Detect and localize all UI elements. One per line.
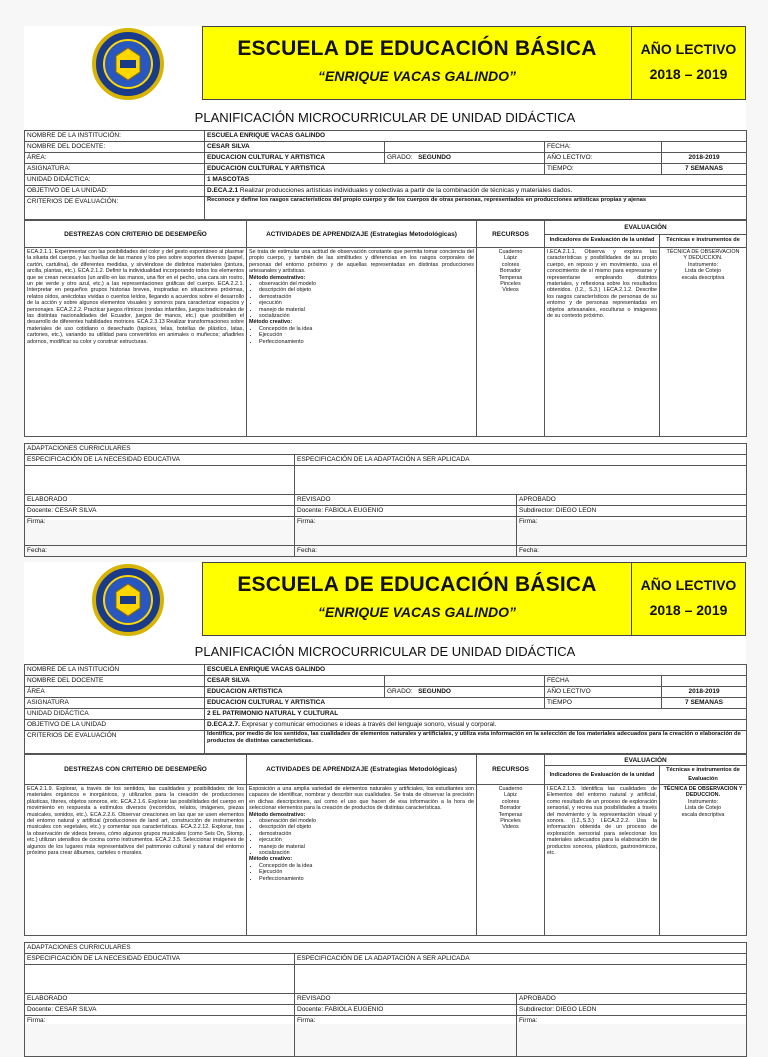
tecnica-line: Lista de Cotejo xyxy=(685,268,721,275)
metodo-item: • demostración xyxy=(259,294,474,300)
metodo-demostrativo-list xyxy=(249,281,474,319)
recurso-item: Pinceles xyxy=(500,281,521,288)
metodo-item: • ejecución xyxy=(259,300,474,306)
area-value: EDUCACION CULTURAL Y ARTISTICA xyxy=(205,153,385,164)
recursos-header: RECURSOS xyxy=(477,221,545,248)
metodo-creativo-label: Método creativo: xyxy=(249,319,293,326)
metodo-demostrativo-label: Método demostrativo: xyxy=(249,811,306,818)
planning-page-1 xyxy=(24,26,746,554)
tecnica-line: Instrumento: xyxy=(688,798,718,805)
indicadores-cell: I.ECA.2.1.3. Identifica las cualidades de Elementos del entorno natural y artificial, como resultado de un proceso de exploración sensorial, y recrea sus posibilidades a través del movimiento y la representación visual y sonora. (I.2.,S.3.) I.ECA.2.2.2. Usa la información obtenida de un proceso de exploración sensorial para seleccionar los materiales adecuados para la elaboración de productos sonoros, plásticos, gastronómicos, etc. xyxy=(545,785,660,936)
tecnicas-cell xyxy=(660,785,747,936)
actividades-text: Exposición a una amplia variedad de elementos naturales y artificiales, los estudiantes son capaces de identificar, nombrar y describir sus cualidades. Se trata de observar la precisión en dichas descripciones, así como el uso que hacen de esa información a la hora de seleccionar elementos para la creación de productos de distintas características. xyxy=(249,786,474,812)
inst-label: NOMBRE DE LA INSTITUCIÓN: xyxy=(25,131,205,142)
adaptacion-aplicada-value xyxy=(295,466,747,495)
metodo-demostrativo-list xyxy=(249,818,474,856)
elaborado-firma: Firma: xyxy=(25,1016,295,1057)
recurso-item: Videos xyxy=(502,287,519,294)
planning-page-2 xyxy=(24,562,746,1024)
adaptaciones-table xyxy=(24,942,747,1057)
revisado-docente: Docente: FABIOLA EUGENIO xyxy=(295,506,517,517)
inst-value: ESCUELA ENRIQUE VACAS GALINDO xyxy=(205,665,747,676)
asignatura-label: ASIGNATURA xyxy=(25,698,205,709)
inst-value: ESCUELA ENRIQUE VACAS GALINDO xyxy=(205,131,747,142)
grado-cell xyxy=(385,153,545,164)
metodo-item: • Ejecución xyxy=(259,869,474,875)
asignatura-value: EDUCACION CULTURAL Y ARTISTICA xyxy=(205,698,545,709)
adaptacion-aplicada-value xyxy=(295,965,747,994)
unidad-label: UNIDAD DIDÁCTICA xyxy=(25,709,205,720)
destrezas-header: DESTREZAS CON CRITERIO DE DESEMPEÑO xyxy=(25,221,247,248)
tecnicas-header: Técnicas e instrumentos de Evaluación xyxy=(660,766,747,785)
aprobado-subdirector: Subdirector: DIEGO LEON xyxy=(517,506,747,517)
elaborado-docente: Docente: CESAR SILVA xyxy=(25,506,295,517)
recurso-item: Borrador xyxy=(500,268,521,275)
unidad-value: 1 MASCOTAS xyxy=(205,175,747,186)
recurso-item: colores xyxy=(501,261,520,268)
asignatura-label: ASIGNATURA: xyxy=(25,164,205,175)
tiempo-value: 7 SEMANAS xyxy=(662,164,747,175)
plan-title: PLANIFICACIÓN MICROCURRICULAR DE UNIDAD DIDÁCTICA xyxy=(194,644,576,659)
actividades-text: Se trata de estimular una actitud de observación constante que permita tomar conciencia del propio cuerpo, y también de las similitudes y diferencias en los rasgos corporales de personas del entorno próximo y de aquellas representadas en distintas producciones artesanales y artísticas. xyxy=(249,249,474,275)
aprobado-label: APROBADO xyxy=(517,994,747,1005)
tecnicas-cell xyxy=(660,248,747,437)
school-title: ESCUELA DE EDUCACIÓN BÁSICA xyxy=(237,37,597,60)
unidad-value: 2 EL PATRIMONIO NATURAL Y CULTURAL xyxy=(205,709,747,720)
elaborado-docente: Docente: CESAR SILVA xyxy=(25,1005,295,1016)
metodo-item: • manejo de material xyxy=(259,844,474,850)
empty-cell xyxy=(385,142,545,153)
tecnica-line: TÉCNICA DE OBSERVACION Y xyxy=(663,786,743,792)
recurso-item: Lápiz xyxy=(504,792,517,799)
metodo-item: • Concepción de la idea xyxy=(259,863,474,869)
criterios-value: Reconoce y define los rasgos característicos del propio cuerpo y de los cuerpos de otras personas, representados en producciones artísticas propias y ajenas xyxy=(205,197,747,220)
docente-value: CESAR SILVA xyxy=(205,676,385,687)
necesidad-educativa-label: ESPECIFICACIÓN DE LA NECESIDAD EDUCATIVA xyxy=(25,455,295,466)
school-title: ESCUELA DE EDUCACIÓN BÁSICA xyxy=(237,573,597,596)
year-value: 2018 – 2019 xyxy=(649,602,728,618)
elaborado-label: ELABORADO xyxy=(25,495,295,506)
criterios-label: CRITERIOS DE EVALUACIÓN: xyxy=(25,197,205,220)
revisado-label: REVISADO xyxy=(295,994,517,1005)
asignatura-value: EDUCACION CULTURAL Y ARTISTICA xyxy=(205,164,545,175)
tecnica-line: escala descriptiva xyxy=(681,274,725,281)
recursos-header: RECURSOS xyxy=(477,755,545,785)
aprobado-firma: Firma: xyxy=(517,517,747,546)
area-value: EDUCACION ARTISTICA xyxy=(205,687,385,698)
metodo-demostrativo-label: Método demostrativo: xyxy=(249,274,306,281)
metodo-item: • manejo de material xyxy=(259,307,474,313)
info-table xyxy=(24,664,747,754)
elaborado-label: ELABORADO xyxy=(25,994,295,1005)
content-table xyxy=(24,220,747,437)
grado-value: SEGUNDO xyxy=(418,154,451,161)
docente-value: CESAR SILVA xyxy=(205,142,385,153)
school-title-box xyxy=(202,562,632,636)
metodo-item: • socialización xyxy=(259,313,474,319)
docente-label: NOMBRE DEL DOCENTE xyxy=(25,676,205,687)
necesidad-educativa-value xyxy=(25,965,295,994)
metodo-creativo-list xyxy=(249,863,474,882)
content-table xyxy=(24,754,747,936)
recurso-item: Temperas xyxy=(498,274,523,281)
school-name: “ENRIQUE VACAS GALINDO” xyxy=(317,68,517,84)
elaborado-fecha: Fecha: xyxy=(25,546,295,557)
adaptacion-aplicada-label: ESPECIFICACIÓN DE LA ADAPTACIÓN A SER APLICADA xyxy=(295,455,747,466)
metodo-item: • descripción del objeto xyxy=(259,287,474,293)
tecnica-line: Instrumento: xyxy=(688,261,718,268)
school-crest-logo xyxy=(90,562,166,638)
recurso-item: Temperas xyxy=(498,811,523,818)
plan-title: PLANIFICACIÓN MICROCURRICULAR DE UNIDAD DIDÁCTICA xyxy=(194,110,576,125)
tecnica-line: Y DEDUCCION. xyxy=(683,255,723,262)
objetivo-value xyxy=(205,186,747,197)
objetivo-label: OBJETIVO DE LA UNIDAD xyxy=(25,720,205,731)
metodo-item: • descripción del objeto xyxy=(259,824,474,830)
objetivo-code: D.ECA.2.7. xyxy=(207,721,240,728)
adaptaciones-title: ADAPTACIONES CURRICULARES xyxy=(25,444,747,455)
docente-label: NOMBRE DEL DOCENTE: xyxy=(25,142,205,153)
objetivo-text: Realizar producciones artísticas individuales y colectivas a partir de la combinación de técnicas y materiales dados. xyxy=(239,187,573,194)
anio-label: AÑO LECTIVO: xyxy=(545,153,662,164)
tiempo-label: TIEMPO xyxy=(545,698,662,709)
indicadores-header: Indicadores de Evaluación de la unidad xyxy=(545,234,660,248)
revisado-docente: Docente: FABIOLA EUGENIO xyxy=(295,1005,517,1016)
header-banner xyxy=(24,26,746,106)
school-name: “ENRIQUE VACAS GALINDO” xyxy=(317,604,517,620)
tecnica-line: escala descriptiva xyxy=(681,811,725,818)
revisado-firma: Firma: xyxy=(295,1016,517,1057)
recurso-item: Lápiz xyxy=(504,255,517,262)
criterios-label: CRITERIOS DE EVALUACIÓN xyxy=(25,731,205,754)
objetivo-label: OBJETIVO DE LA UNIDAD: xyxy=(25,186,205,197)
metodo-creativo-label: Método creativo: xyxy=(249,856,293,863)
tecnica-line: Lista de Cotejo xyxy=(685,805,721,812)
metodo-creativo-list xyxy=(249,326,474,345)
anio-value: 2018-2019 xyxy=(662,153,747,164)
actividades-cell xyxy=(247,785,477,936)
tiempo-value: 7 SEMANAS xyxy=(662,698,747,709)
anio-label: AÑO LECTIVO xyxy=(545,687,662,698)
metodo-item: • Ejecución xyxy=(259,332,474,338)
recursos-cell xyxy=(477,248,545,437)
unidad-label: UNIDAD DIDÁCTICA: xyxy=(25,175,205,186)
aprobado-subdirector: Subdirector: DIEGO LEON xyxy=(517,1005,747,1016)
metodo-item: • Perfeccionamiento xyxy=(259,339,474,345)
school-year-box xyxy=(632,26,746,100)
destrezas-header: DESTREZAS CON CRITERIO DE DESEMPEÑO xyxy=(25,755,247,785)
header-banner xyxy=(24,562,746,640)
actividades-cell xyxy=(247,248,477,437)
area-label: ÁREA: xyxy=(25,153,205,164)
fecha-value xyxy=(662,142,747,153)
grado-label: GRADO: xyxy=(387,154,413,161)
metodo-item: • observación del modelo xyxy=(259,818,474,824)
aprobado-fecha: Fecha: xyxy=(517,546,747,557)
recurso-item: Cuaderno xyxy=(498,786,523,792)
school-title-box xyxy=(202,26,632,100)
indicadores-header: Indicadores de Evaluación de la unidad xyxy=(545,766,660,785)
year-label: AÑO LECTIVO xyxy=(640,577,737,593)
metodo-item: • socialización xyxy=(259,850,474,856)
criterios-value: Identifica, por medio de los sentidos, las cualidades de elementos naturales y artificiales, y utiliza esta información en la selección de los materiales adecuados para la creación o elaboración de productos de distintas características. xyxy=(205,731,747,754)
tecnica-line: TÉCNICA DE OBSERVACION xyxy=(666,249,740,255)
elaborado-firma: Firma: xyxy=(25,517,295,546)
tecnica-line: DEDUCCION. xyxy=(685,792,721,799)
revisado-label: REVISADO xyxy=(295,495,517,506)
fecha-label: FECHA xyxy=(545,676,662,687)
metodo-item: • Perfeccionamiento xyxy=(259,876,474,882)
adaptaciones-table xyxy=(24,443,747,557)
destrezas-cell: ECA.2.1.1. Experimentar con las posibilidades del color y del gesto espontáneo al plasmar la silueta del cuerpo, y las huellas de las manos y los pies sobre soportes diversos (papel, cartón, cartulina), de diferentes medidas, y sirviéndose de distintos materiales (pintura, arcilla, plantas, etc.). ECA.2.1.2. Definir la individualidad incorporando todos los elementos que se crean necesarios (un anillo en las manos, una flor en el pecho, una cara sin rostro, un pie verde y otro azul, etc.) a las representaciones gráficas del cuerpo. ECA.2.2.1. Interpretar en pequeños grupos historias breves, inspiradas en situaciones próximas, relatos oídos, anécdotas vividas o cuentos leídos, llegando a acuerdos sobre el desarrollo de la acción y sobre algunos elementos visuales y sonoros para caracterizar espacios y personajes. ECA.2.2.2. Practicar juegos rítmicos (rondas infantiles, juegos tradicionales de las distintas nacionalidades del Ecuador, juegos de manos, etc.) que posibiliten el desarrollo de diferentes habilidades motrices. ECA.2.3.13 Realizar transformaciones sobre materiales de uso cotidiano o desechado (tapices, telas, botellas de plástico, latas, cartones, etc.), variando su utilidad para convertirlos en animales o muñecos; añadirles adornos, modificar su color y construir estructuras. xyxy=(25,248,247,437)
necesidad-educativa-label: ESPECIFICACIÓN DE LA NECESIDAD EDUCATIVA xyxy=(25,954,295,965)
grado-label: GRADO: xyxy=(387,688,413,695)
year-value: 2018 – 2019 xyxy=(649,66,728,82)
tecnicas-header: Técnicas e instrumentos de xyxy=(660,234,747,248)
inst-label: NOMBRE DE LA INSTITUCIÓN xyxy=(25,665,205,676)
metodo-item: • Concepción de la idea xyxy=(259,326,474,332)
objetivo-value xyxy=(205,720,747,731)
recurso-item: Cuaderno xyxy=(498,249,523,255)
metodo-item: • ejecución xyxy=(259,837,474,843)
actividades-header: ACTIVIDADES DE APRENDIZAJE (Estrategias Metodológicas) xyxy=(247,755,477,785)
evaluacion-header: EVALUACIÓN xyxy=(545,221,747,235)
revisado-firma: Firma: xyxy=(295,517,517,546)
recurso-item: colores xyxy=(501,798,520,805)
metodo-item: • demostración xyxy=(259,831,474,837)
area-label: ÁREA xyxy=(25,687,205,698)
destrezas-cell: ECA.2.1.9. Explorar, a través de los sentidos, las cualidades y posibilidades de los materiales orgánicos e inorgánicos, y utilizarlos para la creación de producciones plásticas, títeres, objetos sonoros, etc. ECA.2.1.6. Explorar las posibilidades del cuerpo en movimiento en respuesta a estímulos diversos (recorridos, relatos, imágenes, piezas musicales, sonidos, etc.). ECA.2.2.6. Observar creaciones en las que se usen elementos del entorno natural y artificial (producciones de land art, construcción de instrumentos musicales con vegetales, etc.) y comentar sus características. ECA.2.2.12. Explorar, tras la observación de videos breves, cómo algunos grupos musicales (como Seis On, Stomp, etc.) utilizan utensilios de cocina como instrumentos. ECA.2.3.5. Seleccionar imágenes de algunos de los lugares más representativos del patrimonio cultural y natural del entorno próximo para crear álbumes, carteles o murales. xyxy=(25,785,247,936)
metodo-item: • observación del modelo xyxy=(259,281,474,287)
grado-cell xyxy=(385,687,545,698)
recursos-cell xyxy=(477,785,545,936)
adaptaciones-title: ADAPTACIONES CURRICULARES xyxy=(25,943,747,954)
aprobado-firma: Firma: xyxy=(517,1016,747,1057)
year-label: AÑO LECTIVO xyxy=(640,41,737,57)
actividades-header: ACTIVIDADES DE APRENDIZAJE (Estrategias Metodológicas) xyxy=(247,221,477,248)
grado-value: SEGUNDO xyxy=(418,688,451,695)
objetivo-code: D.ECA.2.1 xyxy=(207,187,239,194)
adaptacion-aplicada-label: ESPECIFICACIÓN DE LA ADAPTACIÓN A SER APLICADA xyxy=(295,954,747,965)
recurso-item: Pinceles xyxy=(500,818,521,825)
necesidad-educativa-value xyxy=(25,466,295,495)
tiempo-label: TIEMPO: xyxy=(545,164,662,175)
empty-cell xyxy=(385,676,545,687)
info-table xyxy=(24,130,747,220)
fecha-label: FECHA: xyxy=(545,142,662,153)
fecha-value xyxy=(662,676,747,687)
anio-value: 2018-2019 xyxy=(662,687,747,698)
school-crest-logo xyxy=(90,26,166,102)
indicadores-cell: I.ECA.2.1.1. Observa y explora las características y posibilidades de su propio cuerpo, en reposo y en movimiento, usa el conocimiento de sí mismo para expresarse y representarse empleando distintos materiales, y reflexiona sobre los resultados obtenidos. (I.2., S.3.) I.ECA.2.1.2. Describe los rasgos característicos de personas de su entorno y de personas representadas en objetos artesanales, esculturas o imágenes de su contexto próximo. xyxy=(545,248,660,437)
school-year-box xyxy=(632,562,746,636)
aprobado-label: APROBADO xyxy=(517,495,747,506)
evaluacion-header: EVALUACIÓN xyxy=(545,755,747,766)
recurso-item: Videos xyxy=(502,824,519,831)
revisado-fecha: Fecha: xyxy=(295,546,517,557)
recurso-item: Borrador xyxy=(500,805,521,812)
objetivo-text: Expresar y comunicar emociones e ideas a través del lenguaje sonoro, visual y corporal. xyxy=(241,721,497,728)
